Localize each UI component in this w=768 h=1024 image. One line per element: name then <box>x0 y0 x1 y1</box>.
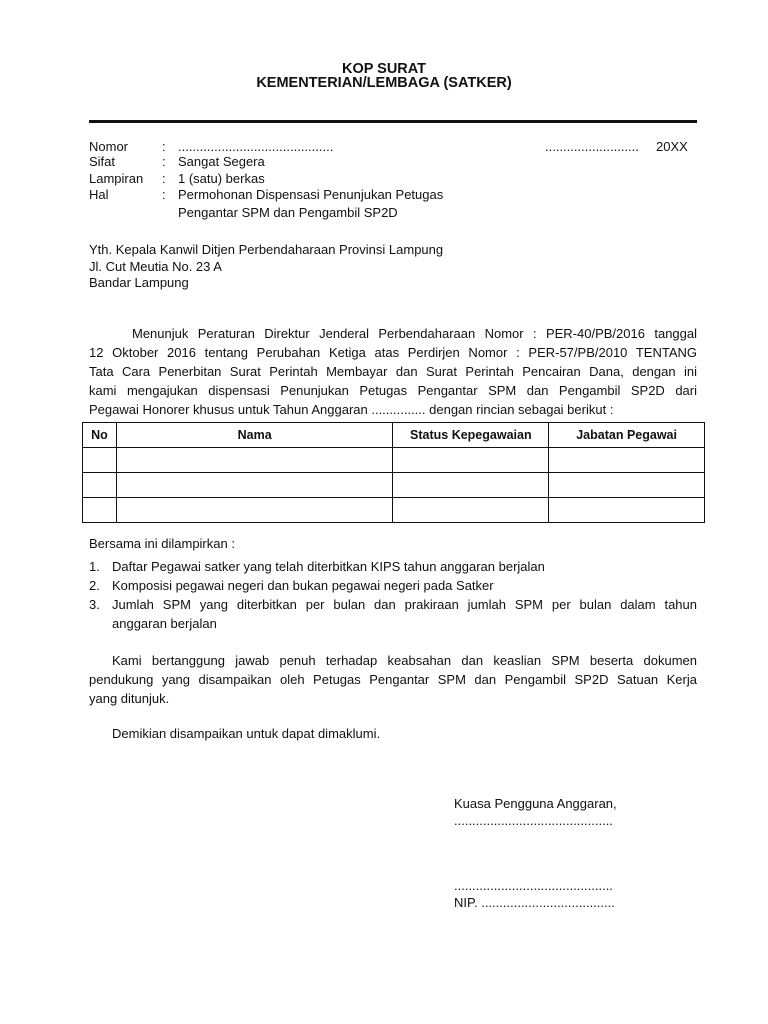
lampiran-intro: Bersama ini dilampirkan : <box>89 536 235 551</box>
recipient-line2: Jl. Cut Meutia No. 23 A <box>89 259 222 274</box>
paragraph-menunjuk <box>89 324 697 419</box>
lampiran-value: 1 (satu) berkas <box>178 171 265 186</box>
closing-sentence: Demikian disampaikan untuk dapat dimaklumi. <box>112 726 381 741</box>
table-cell[interactable] <box>549 498 705 523</box>
paragraph-line: pendukung yang disampaikan oleh Petugas Pengantar SPM dan Pengambil SP2D Satuan Kerja <box>89 672 697 687</box>
list-text-line: anggaran berjalan <box>112 616 217 631</box>
list-text <box>112 595 697 633</box>
signature-dots: ............................................ <box>454 813 613 828</box>
list-text <box>112 576 697 595</box>
paragraph-line: Pegawai Honorer khusus untuk Tahun Anggaran ............... dengan rincian sebagai berikut : <box>89 402 614 417</box>
paragraph-line: yang ditunjuk. <box>89 691 170 706</box>
col-header-jabatan: Jabatan Pegawai <box>549 423 705 448</box>
paragraph-line: Menunjuk Peraturan Direktur Jenderal Perbendaharaan Nomor : PER-40/PB/2016 tanggal <box>132 326 697 341</box>
recipient-line3: Bandar Lampung <box>89 275 189 290</box>
table-cell[interactable] <box>549 473 705 498</box>
table-row <box>83 473 705 498</box>
table-cell[interactable] <box>83 448 117 473</box>
paragraph-line: kami mengajukan dispensasi Penunjukan Petugas Pengantar SPM dan Pengambil SP2D dari <box>89 383 697 398</box>
nomor-label: Nomor <box>89 139 129 154</box>
col-header-status: Status Kepegawaian <box>393 423 549 448</box>
table-cell[interactable] <box>549 448 705 473</box>
list-number: 1. <box>89 559 100 574</box>
table-cell[interactable] <box>83 473 117 498</box>
list-number: 3. <box>89 597 100 612</box>
paragraph-line: Kami bertanggung jawab penuh terhadap keabsahan dan keaslian SPM beserta dokumen <box>112 653 697 668</box>
recipient-line1: Yth. Kepala Kanwil Ditjen Perbendaharaan Provinsi Lampung <box>89 242 444 257</box>
header-rule <box>89 120 697 123</box>
paragraph-line: Tata Cara Penerbitan Surat Perintah Membayar dan Surat Perintah Pencairan Dana, dengan ini <box>89 364 697 379</box>
table-cell[interactable] <box>116 473 392 498</box>
table-header-row <box>83 423 705 448</box>
table-cell[interactable] <box>116 498 392 523</box>
paragraph-line: 12 Oktober 2016 tentang Perubahan Ketiga atas Perdirjen Nomor : PER-57/PB/2010 TENTANG <box>89 345 697 360</box>
sifat-label: Sifat <box>89 154 116 169</box>
col-header-nama: Nama <box>116 423 392 448</box>
table-cell[interactable] <box>116 448 392 473</box>
list-text-line: Jumlah SPM yang diterbitkan per bulan dan prakiraan jumlah SPM per bulan dalam tahun <box>112 597 697 612</box>
lampiran-item-2 <box>89 576 697 595</box>
hal-colon: : <box>162 187 166 202</box>
hal-label: Hal <box>89 187 109 202</box>
rincian-table <box>82 422 705 523</box>
date-dots: .......................... <box>545 139 639 154</box>
lampiran-item-3 <box>89 595 697 633</box>
lampiran-colon: : <box>162 171 166 186</box>
date-year: 20XX <box>656 139 688 154</box>
table-cell[interactable] <box>393 448 549 473</box>
table-cell[interactable] <box>83 498 117 523</box>
list-text-line: Komposisi pegawai negeri dan bukan pegawai negeri pada Satker <box>112 578 494 593</box>
signature-nip: NIP. ..................................... <box>454 895 615 910</box>
table-cell[interactable] <box>393 473 549 498</box>
table-cell[interactable] <box>393 498 549 523</box>
paragraph-tanggung-jawab <box>89 651 697 708</box>
col-header-no: No <box>83 423 117 448</box>
kop-surat-line1: KOP SURAT <box>341 61 427 77</box>
sifat-colon: : <box>162 154 166 169</box>
nomor-colon: : <box>162 139 166 154</box>
list-text-line: Daftar Pegawai satker yang telah diterbitkan KIPS tahun anggaran berjalan <box>112 559 545 574</box>
nomor-value: ........................................... <box>178 139 334 154</box>
list-number: 2. <box>89 578 100 593</box>
list-text <box>112 557 697 576</box>
signature-title: Kuasa Pengguna Anggaran, <box>454 796 617 811</box>
table-row <box>83 498 705 523</box>
hal-line2: Pengantar SPM dan Pengambil SP2D <box>178 205 398 220</box>
hal-line1: Permohonan Dispensasi Penunjukan Petugas <box>178 187 444 202</box>
kop-surat-line2: KEMENTERIAN/LEMBAGA (SATKER) <box>256 75 512 91</box>
lampiran-item-1 <box>89 557 697 576</box>
signature-name-dots: ............................................ <box>454 878 613 893</box>
sifat-value: Sangat Segera <box>178 154 265 169</box>
lampiran-label: Lampiran <box>89 171 144 186</box>
table-row <box>83 448 705 473</box>
